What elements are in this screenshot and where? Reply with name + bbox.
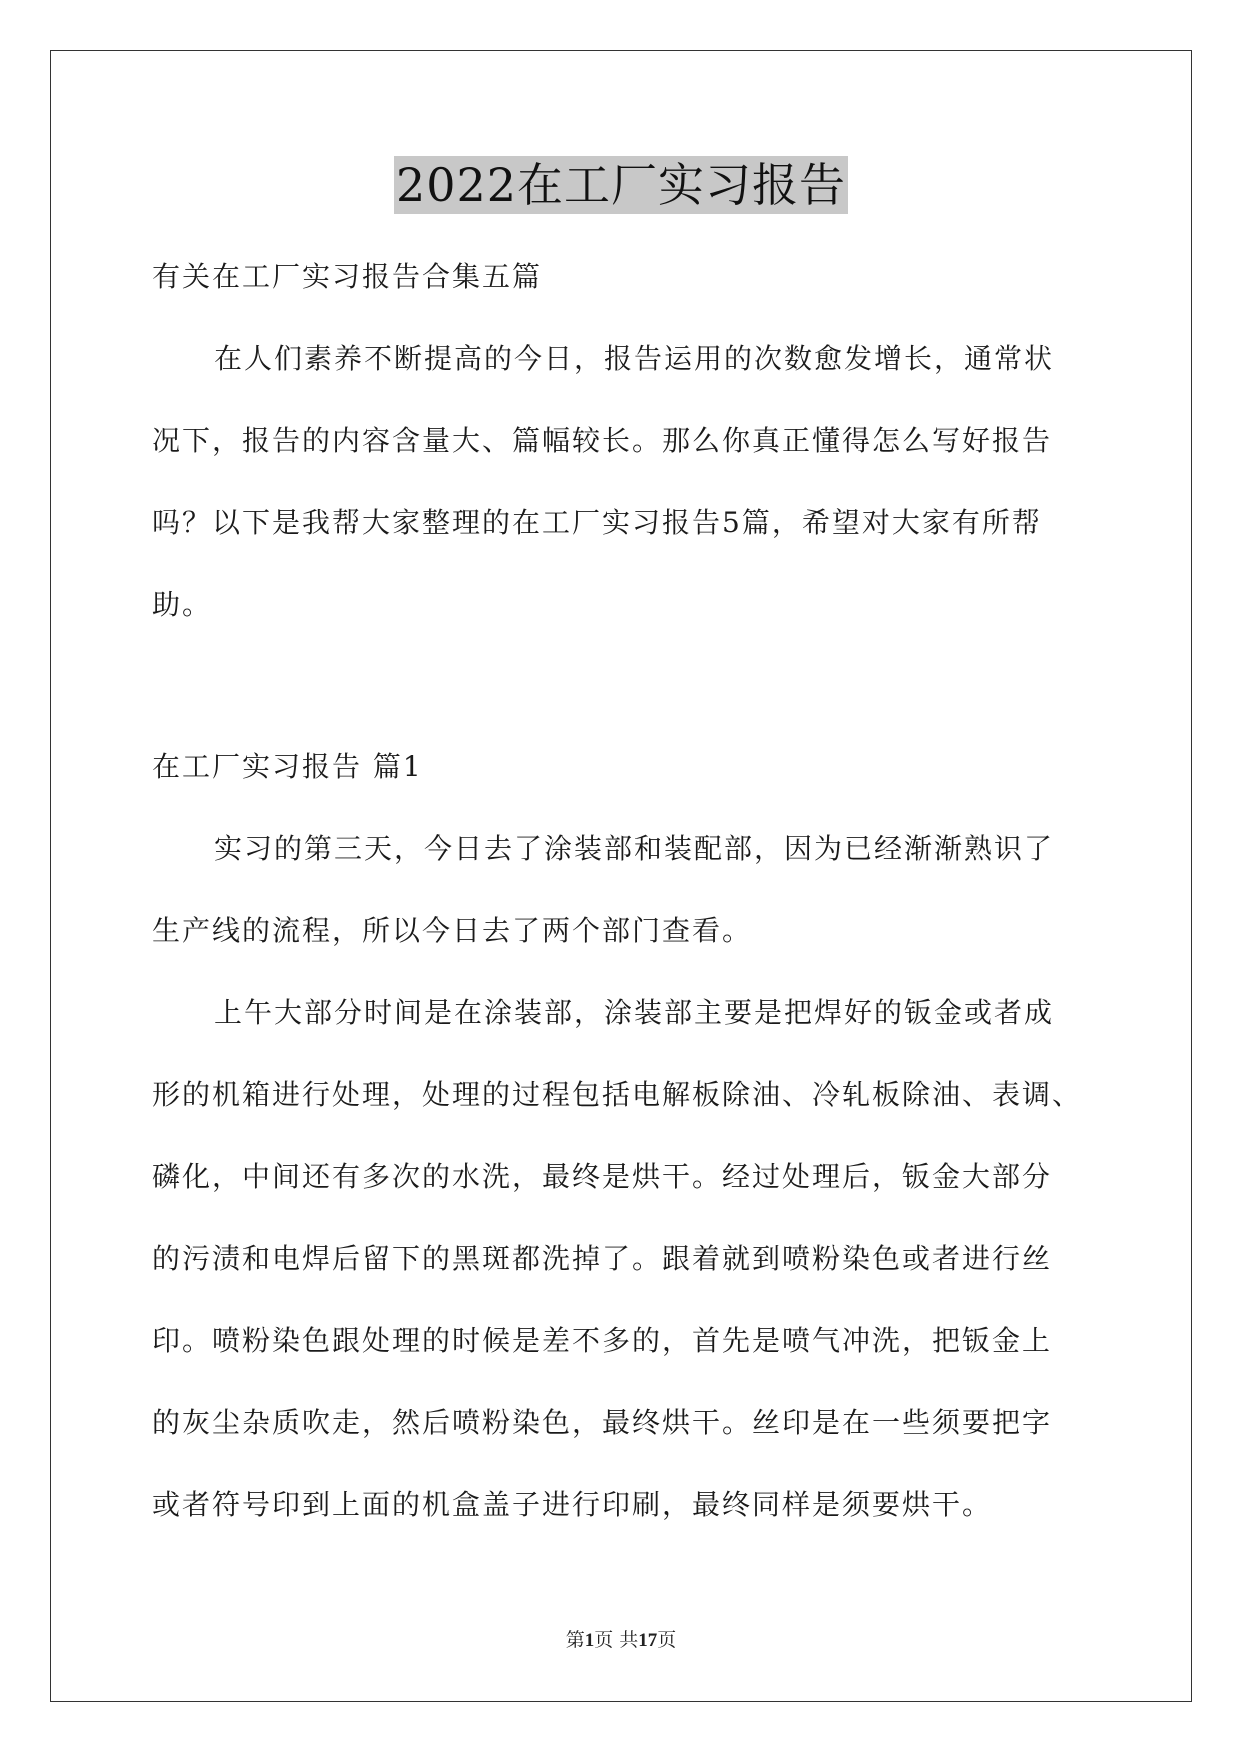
paragraph-line: 形的机箱进行处理，处理的过程包括电解板除油、冷轧板除油、表调、 — [152, 1078, 1083, 1111]
paragraph-line: 或者符号印到上面的机盒盖子进行印刷，最终同样是须要烘干。 — [152, 1488, 993, 1521]
page-mid: 页 共 — [594, 1629, 639, 1651]
page-total: 17 — [638, 1630, 658, 1651]
intro-line: 在人们素养不断提高的今日，报告运用的次数愈发增长，通常状 — [214, 342, 1055, 375]
paragraph-line: 的污渍和电焊后留下的黑斑都洗掉了。跟着就到喷粉染色或者进行丝 — [152, 1242, 1053, 1275]
section-heading: 在工厂实习报告 篇1 — [152, 750, 423, 783]
intro-line: 吗？以下是我帮大家整理的在工厂实习报告5篇，希望对大家有所帮 — [152, 506, 1042, 539]
paragraph-line: 生产线的流程，所以今日去了两个部门查看。 — [152, 914, 753, 947]
document-body — [152, 236, 1097, 1546]
intro-line: 况下，报告的内容含量大、篇幅较长。那么你真正懂得怎么写好报告 — [152, 424, 1053, 457]
paragraph-line: 实习的第三天，今日去了涂装部和装配部，因为已经渐渐熟识了 — [214, 832, 1055, 865]
section-spacer — [152, 646, 1097, 726]
document-subtitle: 有关在工厂实习报告合集五篇 — [152, 260, 543, 293]
paragraph-line: 磷化，中间还有多次的水洗，最终是烘干。经过处理后，钣金大部分 — [152, 1160, 1053, 1193]
paragraph-line: 上午大部分时间是在涂装部，涂装部主要是把焊好的钣金或者成 — [214, 996, 1055, 1029]
title-container — [50, 156, 1192, 214]
page-prefix: 第 — [565, 1629, 585, 1651]
page-suffix: 页 — [657, 1629, 677, 1651]
page-footer — [50, 1628, 1192, 1653]
paragraph-line: 的灰尘杂质吹走，然后喷粉染色，最终烘干。丝印是在一些须要把字 — [152, 1406, 1053, 1439]
paragraph-line: 印。喷粉染色跟处理的时候是差不多的，首先是喷气冲洗，把钣金上 — [152, 1324, 1053, 1357]
intro-line: 助。 — [152, 588, 213, 621]
page-current: 1 — [584, 1630, 595, 1651]
document-title: 2022在工厂实习报告 — [395, 158, 847, 212]
